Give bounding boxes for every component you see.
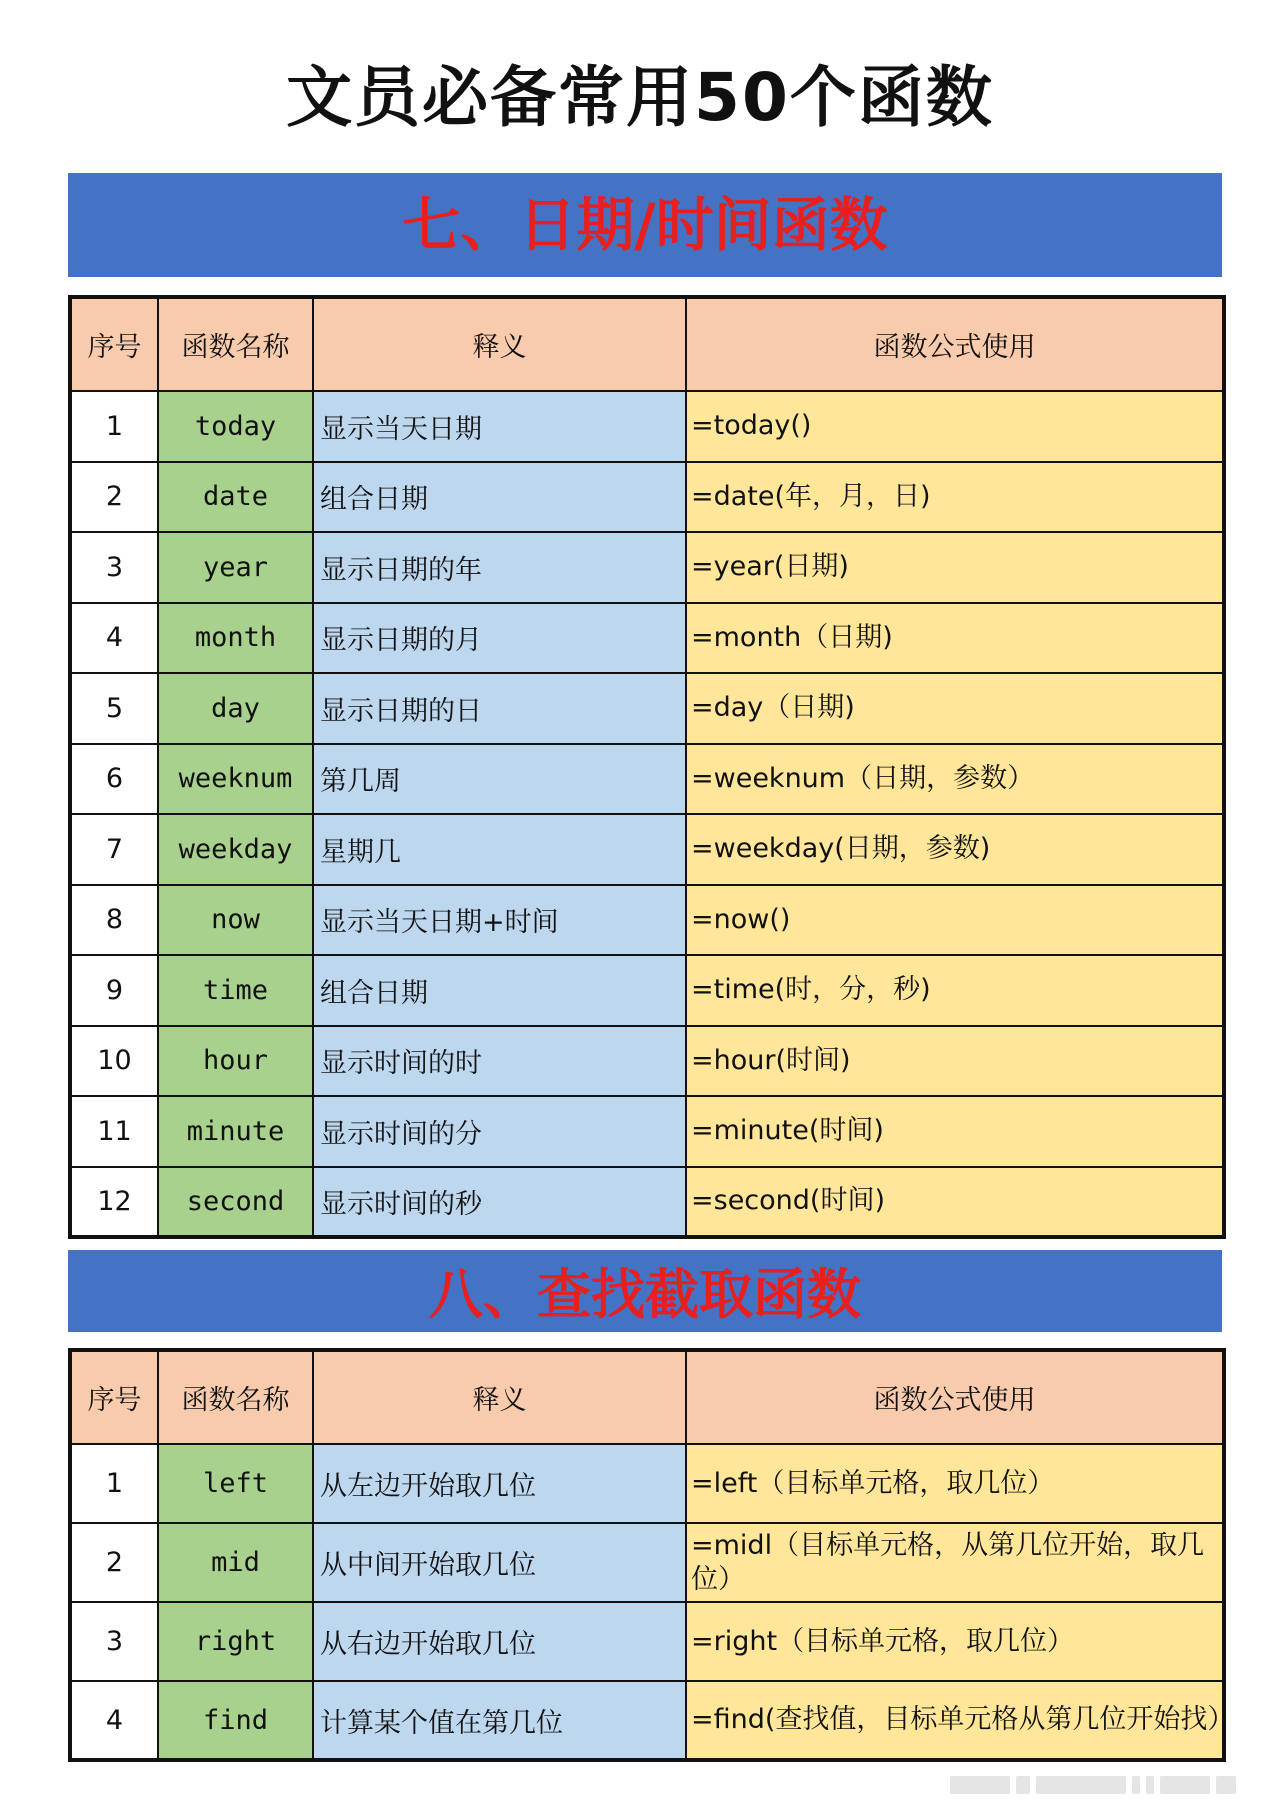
function-description: 组合日期 <box>313 462 686 533</box>
table-row <box>70 1523 1224 1602</box>
function-name: month <box>158 603 313 674</box>
table-header-row <box>70 1350 1224 1444</box>
row-number: 5 <box>70 673 158 744</box>
column-header-number: 序号 <box>70 297 158 391</box>
table-row <box>70 1681 1224 1760</box>
function-description: 显示当天日期+时间 <box>313 885 686 956</box>
row-number: 10 <box>70 1026 158 1097</box>
function-name: day <box>158 673 313 744</box>
function-name: weeknum <box>158 744 313 815</box>
function-name: weekday <box>158 814 313 885</box>
row-number: 2 <box>70 1523 158 1602</box>
function-description: 从右边开始取几位 <box>313 1602 686 1681</box>
table-row <box>70 532 1224 603</box>
table-row <box>70 673 1224 744</box>
function-name: year <box>158 532 313 603</box>
function-name: right <box>158 1602 313 1681</box>
table-header-row <box>70 297 1224 391</box>
function-name: date <box>158 462 313 533</box>
function-formula: =hour(时间) <box>686 1026 1224 1097</box>
column-header-function-name: 函数名称 <box>158 1350 313 1444</box>
page-title: 文员必备常用50个函数 <box>286 59 994 136</box>
row-number: 9 <box>70 955 158 1026</box>
function-description: 显示时间的秒 <box>313 1167 686 1238</box>
row-number: 8 <box>70 885 158 956</box>
table-row <box>70 603 1224 674</box>
table-row <box>70 744 1224 815</box>
function-formula: =right（目标单元格，取几位） <box>686 1602 1224 1681</box>
column-header-formula: 函数公式使用 <box>686 297 1224 391</box>
function-description: 显示时间的时 <box>313 1026 686 1097</box>
function-name: time <box>158 955 313 1026</box>
function-formula: =minute(时间) <box>686 1096 1224 1167</box>
function-name: today <box>158 391 313 462</box>
function-description: 第几周 <box>313 744 686 815</box>
row-number: 11 <box>70 1096 158 1167</box>
column-header-number: 序号 <box>70 1350 158 1444</box>
function-formula: =left（目标单元格，取几位） <box>686 1444 1224 1523</box>
column-header-function-name: 函数名称 <box>158 297 313 391</box>
table-row <box>70 885 1224 956</box>
lookup-functions-table <box>68 1348 1235 1762</box>
function-name: find <box>158 1681 313 1760</box>
datetime-functions-table <box>68 295 1226 1239</box>
table-row <box>70 1026 1224 1097</box>
row-number: 4 <box>70 603 158 674</box>
table-row <box>70 1444 1224 1523</box>
table-row <box>70 955 1224 1026</box>
row-number: 2 <box>70 462 158 533</box>
table-row <box>70 1096 1224 1167</box>
watermark-decoration <box>950 1773 1250 1797</box>
table-row <box>70 462 1224 533</box>
table-row <box>70 814 1224 885</box>
function-formula: =midl（目标单元格，从第几位开始，取几位） <box>686 1523 1224 1602</box>
row-number: 1 <box>70 391 158 462</box>
function-description: 显示当天日期 <box>313 391 686 462</box>
column-header-description: 释义 <box>313 1350 686 1444</box>
function-formula: =year(日期) <box>686 532 1224 603</box>
function-description: 计算某个值在第几位 <box>313 1681 686 1760</box>
function-name: minute <box>158 1096 313 1167</box>
function-name: mid <box>158 1523 313 1602</box>
function-description: 组合日期 <box>313 955 686 1026</box>
function-description: 从中间开始取几位 <box>313 1523 686 1602</box>
function-name: hour <box>158 1026 313 1097</box>
function-description: 显示日期的日 <box>313 673 686 744</box>
function-description: 显示时间的分 <box>313 1096 686 1167</box>
table-row <box>70 1167 1224 1238</box>
function-description: 星期几 <box>313 814 686 885</box>
row-number: 3 <box>70 1602 158 1681</box>
function-formula: =now() <box>686 885 1224 956</box>
row-number: 12 <box>70 1167 158 1238</box>
function-formula: =find(查找值，目标单元格从第几位开始找） <box>686 1681 1224 1760</box>
function-formula: =second(时间) <box>686 1167 1224 1238</box>
function-formula: =time(时，分，秒) <box>686 955 1224 1026</box>
function-formula: =date(年，月，日) <box>686 462 1224 533</box>
row-number: 7 <box>70 814 158 885</box>
section-heading-datetime: 七、日期/时间函数 <box>68 173 1222 277</box>
column-header-description: 释义 <box>313 297 686 391</box>
row-number: 1 <box>70 1444 158 1523</box>
function-formula: =day（日期) <box>686 673 1224 744</box>
column-header-formula: 函数公式使用 <box>686 1350 1224 1444</box>
table-row <box>70 391 1224 462</box>
function-description: 显示日期的月 <box>313 603 686 674</box>
function-formula: =month（日期) <box>686 603 1224 674</box>
function-formula: =weeknum（日期，参数） <box>686 744 1224 815</box>
function-name: now <box>158 885 313 956</box>
function-description: 显示日期的年 <box>313 532 686 603</box>
function-name: left <box>158 1444 313 1523</box>
row-number: 4 <box>70 1681 158 1760</box>
row-number: 3 <box>70 532 158 603</box>
table-row <box>70 1602 1224 1681</box>
function-name: second <box>158 1167 313 1238</box>
row-number: 6 <box>70 744 158 815</box>
function-formula: =weekday(日期，参数) <box>686 814 1224 885</box>
function-formula: =today() <box>686 391 1224 462</box>
section-heading-lookup: 八、查找截取函数 <box>68 1250 1222 1332</box>
function-description: 从左边开始取几位 <box>313 1444 686 1523</box>
